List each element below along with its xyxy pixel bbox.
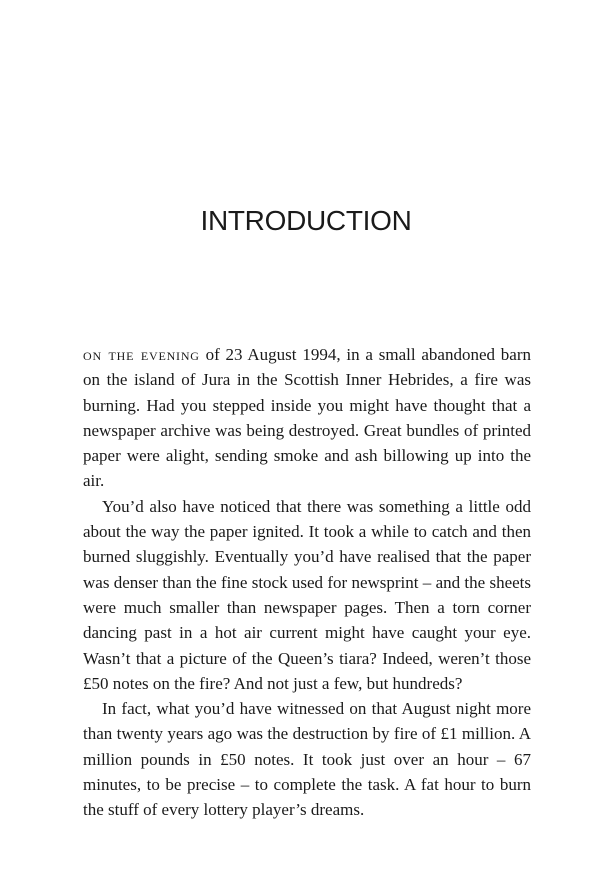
paragraph-1-text: of 23 August 1994, in a small abandoned barn on the island of Jura in the Scottish Inner Hebrides, a fire was burning. Had you stepped inside you might have thought that a newspaper archive was being destroyed. Great bundles of printed paper were alight, sending smoke and ash billowing up into the air. bbox=[83, 345, 531, 491]
opening-smallcaps: on the evening bbox=[83, 345, 200, 364]
paragraph-2: You’d also have noticed that there was something a little odd about the way the paper ignited. It took a while to catch and then burned sluggishly. Eventually you’d have realised that the paper was denser than the fine stock used for newsprint – and the sheets were much smaller than newspaper pages. Then a torn corner dancing past in a hot air current might have caught your eye. Wasn’t that a picture of the Queen’s tiara? Indeed, weren’t those £50 notes on the fire? And not just a few, but hundreds? bbox=[83, 496, 531, 693]
body-text bbox=[83, 342, 531, 823]
paragraph-1 bbox=[83, 342, 531, 494]
chapter-title: INTRODUCTION bbox=[200, 205, 412, 236]
paragraph-3: In fact, what you’d have witnessed on that August night more than twenty years ago was the destruction by fire of £1 million. A million pounds in £50 notes. It took just over an hour – 67 minutes, to be precise – to complete the task. A fat hour to burn the stuff of every lottery player’s dreams. bbox=[83, 699, 531, 820]
